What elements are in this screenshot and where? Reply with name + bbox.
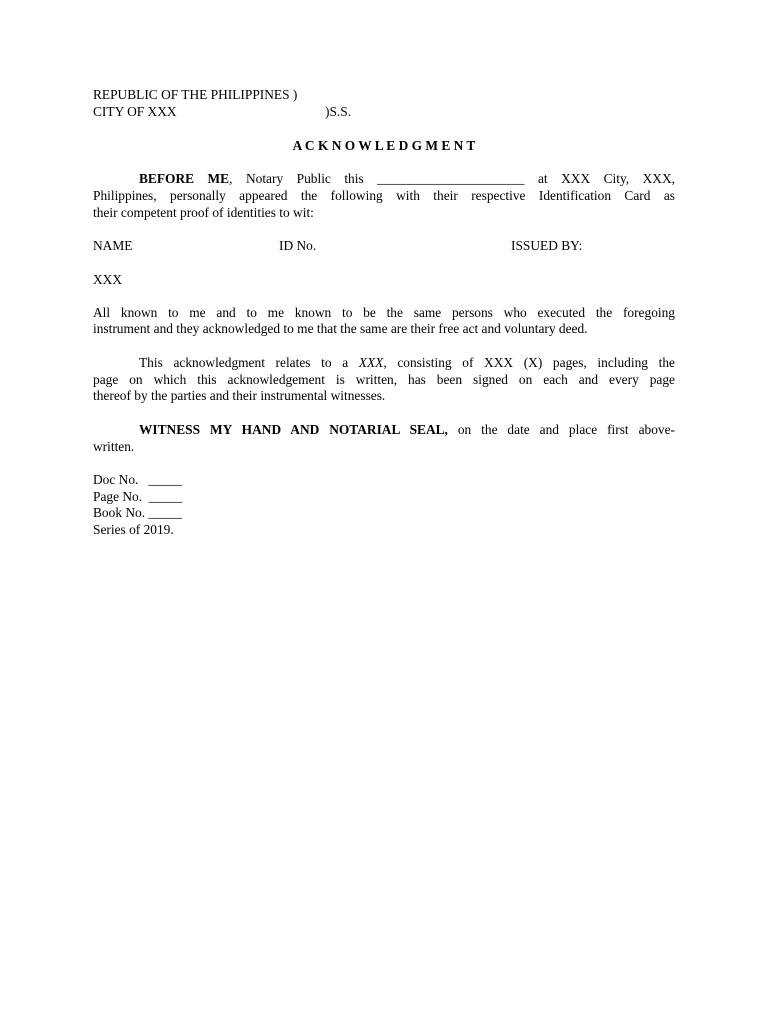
doc-no: Doc No. _____ — [93, 472, 182, 487]
para3-line2: page on which this acknowledgement is written, has been signed on each and every page — [93, 372, 675, 387]
para3-post: , consisting of XXX (X) pages, including the — [383, 355, 675, 370]
para1-line2: Philippines, personally appeared the following with their respective Identification Card as — [93, 188, 675, 203]
para4-line1-rest: on the date and place first above- — [447, 422, 676, 437]
para1-line3: their competent proof of identities to wit: — [93, 205, 314, 220]
para3-doc-type: XXX — [358, 355, 384, 370]
para1-bold-lead: BEFORE ME — [139, 171, 230, 186]
para3-line3: thereof by the parties and their instrumental witnesses. — [93, 388, 386, 403]
title-text: A C K N O W L E D G M E N T — [292, 138, 476, 153]
entry-name: XXX — [93, 272, 123, 287]
para1-line1-rest: , Notary Public this ______________________ at XXX City, XXX, — [229, 171, 675, 186]
column-name: NAME — [93, 238, 133, 253]
document-title — [0, 138, 768, 155]
para4-line1 — [93, 422, 675, 439]
book-no: Book No. _____ — [93, 505, 182, 520]
para3-pre: This acknowledgment relates to a — [139, 355, 359, 370]
para4-line2: written. — [93, 439, 135, 454]
venue-ss: )S.S. — [325, 104, 352, 119]
column-issued-by: ISSUED BY: — [511, 238, 583, 253]
para2-line2: instrument and they acknowledged to me that the same are their free act and voluntary deed. — [93, 321, 588, 336]
venue-republic: REPUBLIC OF THE PHILIPPINES ) — [93, 87, 298, 102]
page-no: Page No. _____ — [93, 489, 183, 504]
para2-line1: All known to me and to me known to be the same persons who executed the foregoing — [93, 305, 675, 320]
para4-bold-lead: WITNESS MY HAND AND NOTARIAL SEAL, — [139, 422, 448, 437]
series-year: Series of 2019. — [93, 522, 174, 537]
para3-line1 — [93, 355, 675, 372]
venue-city: CITY OF XXX — [93, 104, 177, 119]
column-id-no: ID No. — [279, 238, 317, 253]
para1-line1 — [93, 171, 675, 188]
